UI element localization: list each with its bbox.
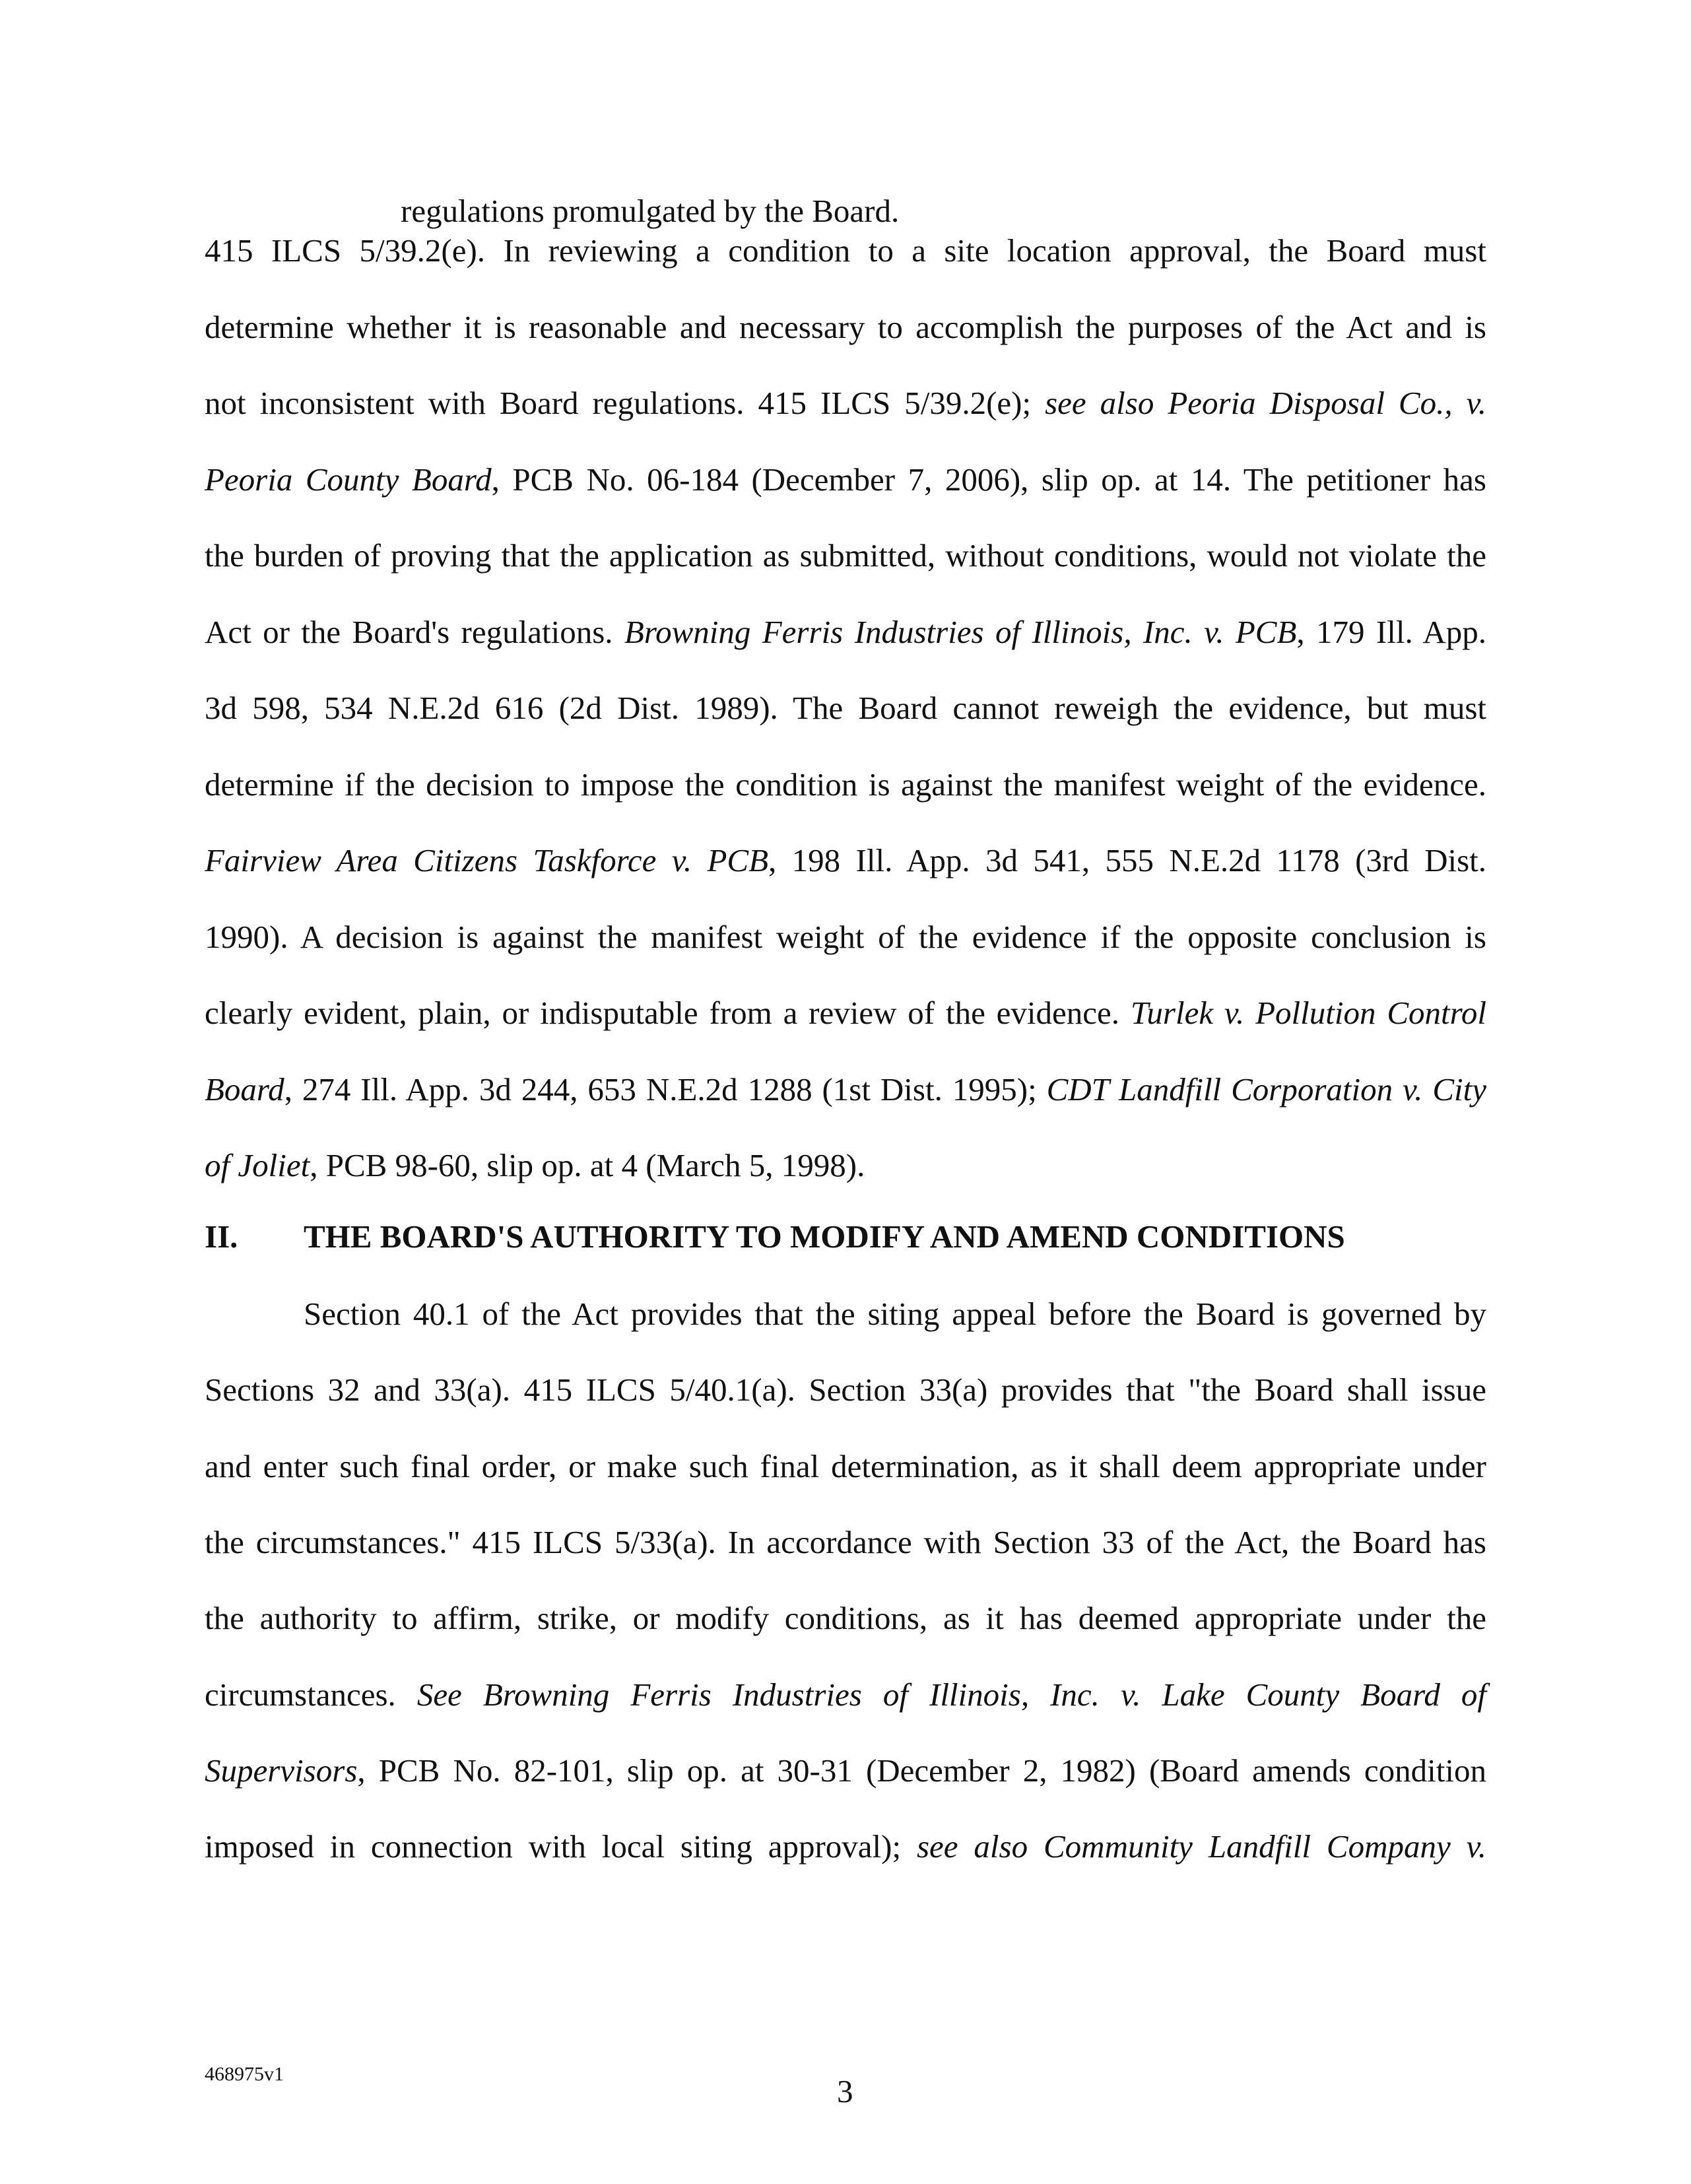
citation-italic: of Joliet xyxy=(205,1147,310,1183)
text-run: determine if the decision to impose the condition is against the manifest weight of the evidence. xyxy=(205,766,1486,803)
text-run: the circumstances." 415 ILCS 5/33(a). In accordance with Section 33 of the Act, the Board has xyxy=(205,1523,1486,1560)
citation-italic: CDT Landfill Corporation v. City xyxy=(1046,1071,1486,1108)
section-heading xyxy=(205,1218,1345,1256)
text-line xyxy=(205,537,1486,575)
text-line xyxy=(205,1676,1486,1714)
text-run: , PCB No. 06-184 (December 7, 2006), slip op. at 14. The petitioner has xyxy=(491,461,1486,498)
text-run: determine whether it is reasonable and necessary to accomplish the purposes of the Act and is xyxy=(205,308,1486,345)
quote-continuation: regulations promulgated by the Board. xyxy=(401,193,900,229)
citation-italic: Turlek v. Pollution Control xyxy=(1130,995,1486,1031)
text-line xyxy=(205,1599,1486,1638)
text-line xyxy=(205,766,1486,804)
citation-italic: Browning Ferris Industries of Illinois, Inc. v. PCB xyxy=(624,613,1297,650)
text-run: , 179 Ill. App. xyxy=(1296,613,1486,650)
text-run: and enter such final order, or make such final determination, as it shall deem appropriate under xyxy=(205,1447,1486,1484)
citation-italic: Peoria County Board xyxy=(205,461,492,498)
text-run: 415 ILCS 5/39.2(e). In reviewing a condition to a site location approval, the Board must xyxy=(205,232,1486,269)
citation-italic: See Browning Ferris Industries of Illinois, Inc. v. Lake County Board of xyxy=(416,1676,1486,1713)
text-line xyxy=(205,613,1486,651)
text-run: , PCB 98-60, slip op. at 4 (March 5, 1998). xyxy=(310,1147,865,1183)
citation-italic: Board xyxy=(205,1071,284,1108)
text-line xyxy=(205,1447,1486,1486)
page-number: 3 xyxy=(837,2073,853,2109)
document-id: 468975v1 xyxy=(205,2063,284,2085)
text-line xyxy=(205,689,1486,727)
text-run: Sections 32 and 33(a). 415 ILCS 5/40.1(a). Section 33(a) provides that "the Board shall issue xyxy=(205,1372,1486,1408)
text-run: , PCB No. 82-101, slip op. at 30-31 (December 2, 1982) (Board amends condition xyxy=(357,1752,1486,1789)
text-run: the burden of proving that the application as submitted, without conditions, would not violate the xyxy=(205,537,1486,574)
text-line xyxy=(304,1295,1486,1333)
text-line xyxy=(205,384,1486,422)
text-line xyxy=(205,1071,1486,1109)
text-line xyxy=(205,461,1486,499)
text-line xyxy=(205,918,1486,956)
text-run: 1990). A decision is against the manifest weight of the evidence if the opposite conclusion is xyxy=(205,918,1486,955)
text-run: 3d 598, 534 N.E.2d 616 (2d Dist. 1989). The Board cannot reweigh the evidence, but must xyxy=(205,690,1486,726)
text-run: clearly evident, plain, or indisputable from a review of the evidence. xyxy=(205,995,1131,1031)
citation-italic: Fairview Area Citizens Taskforce v. PCB xyxy=(205,842,769,878)
text-run: , 274 Ill. App. 3d 244, 653 N.E.2d 1288 (1st Dist. 1995); xyxy=(284,1071,1047,1108)
text-line xyxy=(205,1146,1486,1185)
text-run: circumstances. xyxy=(205,1676,417,1713)
text-line xyxy=(205,1828,1486,1866)
citation-italic: see also Peoria Disposal Co., v. xyxy=(1045,385,1486,421)
text-run: the authority to affirm, strike, or modify conditions, as it has deemed appropriate under the xyxy=(205,1600,1486,1637)
citation-italic: Supervisors xyxy=(205,1752,358,1789)
citation-italic: see also Community Landfill Company v. xyxy=(916,1828,1486,1865)
section-number: II. xyxy=(205,1218,238,1255)
text-run: , 198 Ill. App. 3d 541, 555 N.E.2d 1178 (3rd Dist. xyxy=(768,842,1487,878)
text-line xyxy=(205,994,1486,1032)
text-run: Act or the Board's regulations. xyxy=(205,613,624,650)
text-line xyxy=(205,1371,1486,1409)
text-line xyxy=(205,842,1486,880)
text-line xyxy=(205,1752,1486,1790)
text-run: imposed in connection with local siting approval); xyxy=(205,1828,917,1865)
text-line xyxy=(205,308,1486,347)
text-line xyxy=(205,232,1486,270)
text-line xyxy=(205,1523,1486,1562)
section-title: THE BOARD'S AUTHORITY TO MODIFY AND AMEND CONDITIONS xyxy=(304,1218,1345,1255)
text-run: not inconsistent with Board regulations. 415 ILCS 5/39.2(e); xyxy=(205,385,1045,421)
text-run: Section 40.1 of the Act provides that the siting appeal before the Board is governed by xyxy=(304,1296,1486,1332)
